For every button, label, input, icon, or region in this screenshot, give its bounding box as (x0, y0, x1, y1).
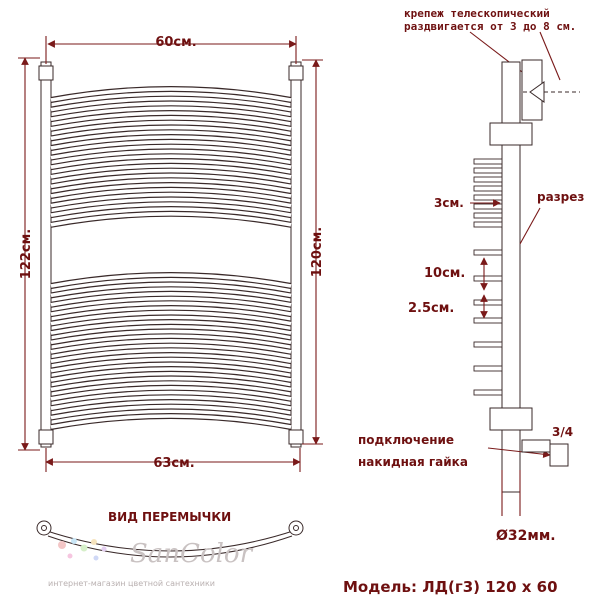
side-rung-stub (474, 159, 502, 164)
lower-bar-group (51, 275, 291, 427)
model-label: Модель: ЛД(г3) 120 х 60 (343, 578, 558, 596)
side-view (358, 7, 584, 544)
mount-note-leader (470, 32, 530, 78)
connection-label-line2: накидная гайка (358, 455, 468, 469)
side-rung-stub (474, 342, 502, 347)
mount-note-pointer (540, 32, 560, 80)
section-label: разрез (537, 190, 585, 204)
side-rung-stub (474, 366, 502, 371)
watermark-brand: SanColor (130, 539, 253, 569)
watermark-dot (58, 541, 66, 549)
mount-note-line2: раздвигается от 3 до 8 см. (404, 20, 577, 33)
side-rung-stub (474, 177, 502, 182)
side-rung-stub (474, 276, 502, 281)
jumper-view-label: ВИД ПЕРЕМЫЧКИ (108, 510, 232, 524)
watermark-dot (81, 545, 88, 552)
thread-label: 3/4 (552, 425, 574, 439)
watermark-dot (71, 538, 77, 544)
jumper-left-flange (37, 521, 51, 535)
side-rung-stub (474, 195, 502, 200)
bottom-width-label: 63см. (153, 456, 195, 471)
towel-rung-highlight (51, 214, 291, 225)
towel-rung-highlight (51, 416, 291, 427)
side-rung-stub (474, 250, 502, 255)
watermark-tagline: интернет-магазин цветной сантехники (48, 579, 215, 588)
mount-bracket-top-right (289, 66, 303, 80)
side-rung-stub (474, 213, 502, 218)
left-height-label: 122см. (19, 228, 34, 280)
mount-bracket-top-left (39, 66, 53, 80)
top-width-label: 60см. (155, 35, 197, 50)
diameter-label: Ø32мм. (496, 528, 556, 544)
upper-bar-group (51, 89, 291, 225)
side-bottom-clamp (490, 408, 532, 430)
bar-spacing-label: 10см. (424, 266, 466, 281)
watermark-dot (94, 556, 99, 561)
side-rung-stub (474, 390, 502, 395)
side-top-clamp (490, 123, 532, 145)
bar-depth-label: 3см. (434, 196, 464, 210)
front-view (18, 35, 325, 472)
jumper-right-flange (289, 521, 303, 535)
side-rung-stub (474, 300, 502, 305)
side-rung-stub (474, 168, 502, 173)
mount-note-line1: крепеж телескопический (404, 7, 550, 20)
side-rung-stub (474, 186, 502, 191)
right-collector-pipe (291, 62, 301, 447)
side-rung-stub (474, 222, 502, 227)
right-height-label: 120см. (310, 226, 325, 278)
union-nut (522, 440, 550, 452)
mount-bracket-bottom-left (39, 430, 53, 444)
watermark-dot (68, 554, 73, 559)
side-bar-stubs (474, 159, 502, 395)
section-leader (520, 208, 540, 244)
mount-bracket-bottom-right (289, 430, 303, 444)
union-nut-body (550, 444, 568, 466)
side-rung-stub (474, 318, 502, 323)
watermark-dot (102, 547, 107, 552)
gap-label: 2.5см. (408, 301, 455, 316)
watermark-dot (91, 539, 97, 545)
left-collector-pipe (41, 62, 51, 447)
side-rung-stub (474, 204, 502, 209)
connection-label-line1: подключение (358, 433, 455, 447)
